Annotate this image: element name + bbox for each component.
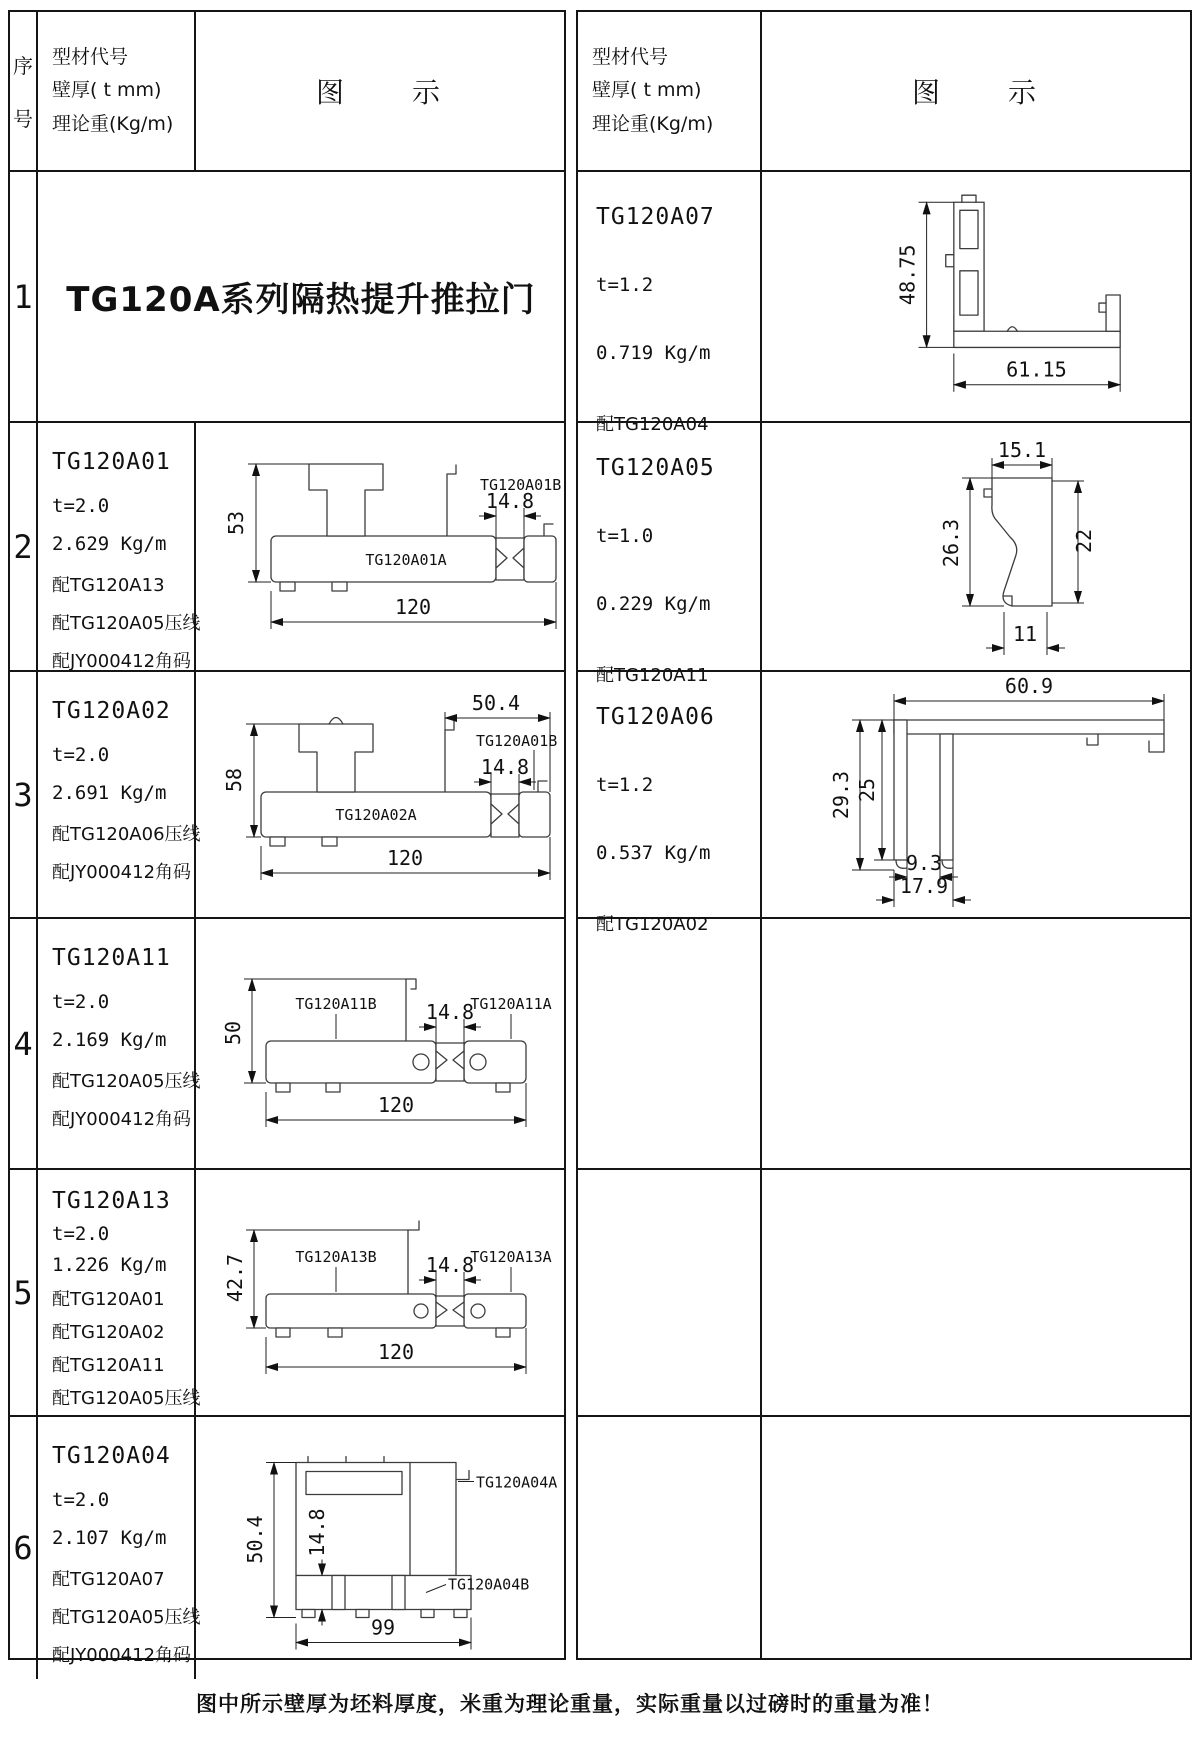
- profile-code: TG120A11: [52, 945, 171, 971]
- theoretical-weight: 0.229 Kg/m: [596, 593, 711, 615]
- profile-outline: [894, 720, 1164, 868]
- footer-note: 图中所示壁厚为坯料厚度，米重为理论重量，实际重量以过磅时的重量为准！: [196, 1692, 944, 1716]
- theoretical-weight: 0.537 Kg/m: [596, 842, 711, 864]
- fit-note: 配TG120A04: [596, 414, 709, 435]
- part-label-b: TG120A01B: [476, 732, 558, 750]
- row2-seq-num: 2: [13, 527, 33, 566]
- dim-left: 26.3: [939, 518, 963, 568]
- wall-thickness: t=1.0: [596, 525, 654, 547]
- header-seq-line2: 号: [13, 107, 33, 131]
- dim-top: 50.4: [471, 691, 521, 715]
- part-label-a: TG120A04A: [476, 1473, 558, 1492]
- fit-note: 配TG120A13: [52, 575, 165, 596]
- header-diagram-right: [762, 12, 1190, 172]
- row6-diagram: [196, 1417, 564, 1679]
- row5-seq: [10, 1170, 38, 1417]
- header-spec-line2: 壁厚( t mm): [52, 79, 162, 102]
- dim-inner: 14.8: [305, 1508, 329, 1557]
- dim-top: 60.9: [1004, 674, 1054, 698]
- fit-note: 配TG120A05压线: [52, 613, 201, 634]
- dim-bottom1: 9.3: [905, 851, 943, 875]
- row3-seq-num: 3: [13, 775, 33, 814]
- profile-drawing-tg120a07: [762, 172, 1190, 421]
- row4-spec: [38, 919, 201, 1170]
- row5r-spec-empty: [578, 1170, 762, 1417]
- profile-code: TG120A07: [596, 204, 715, 230]
- row1r-diagram: [762, 172, 1190, 423]
- fit-note: 配TG120A05压线: [52, 1071, 201, 1092]
- row1-series-title: [38, 172, 564, 423]
- profile-drawing-tg120a04: [196, 1417, 564, 1679]
- part-label-a: TG120A13A: [470, 1248, 552, 1266]
- table-right: [576, 10, 1192, 1660]
- profile-drawing-tg120a01: [196, 423, 564, 670]
- theoretical-weight: 1.226 Kg/m: [52, 1254, 167, 1276]
- profile-drawing-tg120a11: [196, 919, 564, 1168]
- wall-thickness: t=2.0: [52, 1489, 110, 1511]
- dimensions: [222, 691, 557, 880]
- dimensions: [896, 202, 1121, 392]
- dim-gap: 14.8: [480, 755, 530, 779]
- dim-right: 22: [1072, 528, 1096, 554]
- wall-thickness: t=2.0: [52, 1223, 110, 1245]
- row1r-spec: [578, 172, 762, 435]
- row3-diagram: [196, 672, 564, 919]
- row3r-diagram: [762, 672, 1190, 919]
- dimensions: [829, 674, 1164, 907]
- dim-gap: 14.8: [485, 489, 535, 513]
- wall-thickness: t=2.0: [52, 991, 110, 1013]
- dim-height: 42.7: [223, 1253, 247, 1303]
- dim-width: 120: [394, 595, 432, 619]
- row6-spec: [38, 1417, 201, 1679]
- dim-top: 15.1: [997, 438, 1047, 462]
- row4r-diagram-empty: [762, 919, 1190, 1170]
- theoretical-weight: 2.691 Kg/m: [52, 782, 167, 804]
- dim-height: 58: [222, 767, 246, 793]
- row4-diagram: [196, 919, 564, 1170]
- profile-code: TG120A04: [52, 1443, 171, 1469]
- fit-note: 配TG120A11: [52, 1355, 165, 1376]
- profile-code: TG120A06: [596, 704, 715, 730]
- dim-height: 53: [224, 510, 248, 536]
- profile-code: TG120A02: [52, 698, 171, 724]
- theoretical-weight: 0.719 Kg/m: [596, 342, 711, 364]
- header-spec-line2: 壁厚( t mm): [592, 79, 702, 102]
- fit-note: 配TG120A05压线: [52, 1607, 201, 1628]
- header-seq: [10, 12, 38, 172]
- row2r-spec: [578, 423, 762, 686]
- profile-code: TG120A01: [52, 449, 171, 475]
- wall-thickness: t=2.0: [52, 744, 110, 766]
- fit-note: 配TG120A07: [52, 1569, 165, 1590]
- wall-thickness: t=1.2: [596, 274, 654, 296]
- fit-note: 配TG120A02: [596, 914, 709, 935]
- row6r-spec-empty: [578, 1417, 762, 1658]
- theoretical-weight: 2.107 Kg/m: [52, 1527, 167, 1549]
- table-left: [8, 10, 566, 1666]
- header-spec-line1: 型材代号: [592, 46, 669, 69]
- wall-thickness: t=1.2: [596, 774, 654, 796]
- profile-outline: [266, 1221, 526, 1337]
- header-diagram-label: 图 示: [315, 76, 444, 109]
- dim-height: 48.75: [895, 244, 920, 306]
- row4-seq-num: 4: [13, 1024, 33, 1063]
- header-spec-left: [38, 12, 196, 172]
- dim-bottom2: 17.9: [899, 874, 949, 898]
- dim-gap: 14.8: [425, 1000, 475, 1024]
- dim-left-inner: 25: [855, 777, 879, 803]
- row3r-spec: [578, 672, 762, 935]
- row2-seq: [10, 423, 38, 672]
- fit-note: 配TG120A02: [52, 1322, 165, 1343]
- header-seq-line1: 序: [13, 54, 33, 78]
- row1-seq-num: 1: [13, 277, 33, 316]
- row5r-diagram-empty: [762, 1170, 1190, 1417]
- profile-outline: [984, 478, 1052, 606]
- fit-note: 配JY000412角码: [52, 1645, 192, 1666]
- fit-note: 配TG120A06压线: [52, 824, 201, 845]
- row6-seq-num: 6: [13, 1529, 33, 1567]
- row2-spec: [38, 423, 201, 672]
- row3-spec: [38, 672, 201, 919]
- profile-drawing-tg120a13: [196, 1170, 564, 1415]
- header-diagram-label: 图 示: [911, 76, 1040, 109]
- row4r-spec-empty: [578, 919, 762, 1170]
- row3-seq: [10, 672, 38, 919]
- row2-diagram: [196, 423, 564, 672]
- row2r-diagram: [762, 423, 1190, 672]
- row6-seq: [10, 1417, 38, 1679]
- row1-seq: [10, 172, 38, 423]
- profile-drawing-tg120a05: [762, 423, 1190, 670]
- part-label-b: TG120A13B: [295, 1248, 377, 1266]
- part-label-a: TG120A11A: [470, 995, 552, 1013]
- row5-seq-num: 5: [13, 1273, 33, 1312]
- part-label-b: TG120A11B: [295, 995, 377, 1013]
- header-spec-line3: 理论重(Kg/m): [52, 112, 174, 135]
- dim-width: 120: [377, 1340, 415, 1364]
- fit-note: 配TG120A05压线: [52, 1388, 201, 1409]
- profile-drawing-tg120a02: [196, 672, 564, 917]
- row6r-diagram-empty: [762, 1417, 1190, 1658]
- fit-note: 配TG120A01: [52, 1289, 165, 1310]
- part-label-a: TG120A01A: [365, 551, 447, 569]
- row5-diagram: [196, 1170, 564, 1417]
- profile-outline: [946, 195, 1120, 347]
- row4-seq: [10, 919, 38, 1170]
- profile-drawing-tg120a06: [762, 672, 1190, 917]
- header-diagram-left: [196, 12, 564, 172]
- series-title-text: TG120A系列隔热提升推拉门: [66, 280, 536, 320]
- header-spec-right: [578, 12, 762, 172]
- dim-width: 99: [370, 1615, 396, 1640]
- dim-width: 120: [377, 1093, 415, 1117]
- part-label-b: TG120A04B: [448, 1575, 530, 1594]
- dim-bottom: 11: [1012, 622, 1038, 646]
- theoretical-weight: 2.629 Kg/m: [52, 533, 167, 555]
- profile-code: TG120A13: [52, 1188, 171, 1214]
- profile-code: TG120A05: [596, 455, 715, 481]
- wall-thickness: t=2.0: [52, 495, 110, 517]
- dim-height: 50.4: [243, 1515, 267, 1564]
- dim-height: 50: [221, 1020, 245, 1046]
- dim-gap: 14.8: [425, 1253, 475, 1277]
- theoretical-weight: 2.169 Kg/m: [52, 1029, 167, 1051]
- header-spec-line1: 型材代号: [52, 46, 129, 69]
- part-label-a: TG120A02A: [335, 806, 417, 824]
- header-spec-line3: 理论重(Kg/m): [592, 112, 714, 135]
- dim-left-outer: 29.3: [829, 770, 853, 820]
- fit-note: 配JY000412角码: [52, 862, 192, 883]
- fit-note: 配JY000412角码: [52, 1109, 192, 1130]
- dim-width: 120: [386, 846, 424, 870]
- part-label-b: TG120A01B: [480, 476, 562, 494]
- dim-width: 61.15: [1006, 357, 1067, 382]
- row5-spec: [38, 1170, 201, 1417]
- fit-note: 配TG120A11: [596, 665, 709, 686]
- fit-note: 配JY000412角码: [52, 651, 192, 672]
